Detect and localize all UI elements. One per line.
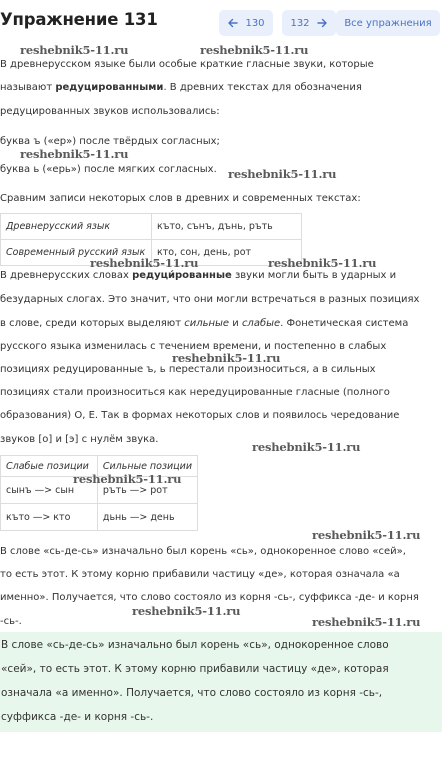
term-reduced: редуцированными — [55, 82, 164, 93]
para2-line-3-text: в слове, среди которых выделяют — [0, 318, 185, 329]
para2-line-3-and: и — [229, 318, 242, 329]
page-header — [0, 0, 442, 46]
next-exercise-label: 132 — [290, 17, 310, 29]
intro-line-1: В древнерусском языке были особые краткие гласные звуки, которые — [0, 59, 374, 70]
para3-line-1: В слове «сь-де-сь» изначально был корень «сь», однокоренное слово «сей», — [0, 546, 406, 557]
term-strong: сильные — [184, 318, 230, 329]
watermark: reshebnik5-11.ru — [172, 351, 281, 365]
answer-box — [0, 632, 442, 732]
para2-line-5: позициях редуцированные ъ, ь перестали произноситься, а в сильных — [0, 364, 376, 375]
para2-line-7: образования) О, Е. Так в формах некоторых слов и появилось чередование — [0, 410, 400, 421]
intro-line-2 — [0, 81, 442, 94]
table-cell-value: кто, сон, день, рот — [152, 240, 302, 266]
table-row — [1, 504, 198, 531]
compare-line: Сравним записи некоторых слов в древних и современных текстах: — [0, 193, 361, 204]
para3-line-2: то есть этот. К этому корню прибавили частицу «де», которая означала «а — [0, 569, 400, 580]
table-cell-weak: сынъ —> сын — [1, 477, 98, 504]
para2-line-2: безударных слогах. Это значит, что они могли встречаться в разных позициях — [0, 294, 420, 305]
table-cell-label: Древнерусский язык — [1, 214, 152, 240]
para2-line-8: звуков [о] и [э] с нулём звука. — [0, 434, 159, 445]
watermark: reshebnik5-11.ru — [268, 256, 377, 270]
para3-line-4: -сь-. — [0, 616, 22, 627]
letter-er-line: буква ъ («ер») после твёрдых согласных; — [0, 136, 220, 147]
watermark: reshebnik5-11.ru — [200, 43, 309, 57]
watermark: reshebnik5-11.ru — [132, 604, 241, 618]
page-title: Упражнение 131 — [0, 10, 158, 29]
para2-line-1-text: В древнерусских словах — [0, 270, 133, 281]
table-cell-strong: дьнь —> день — [97, 504, 197, 531]
prev-exercise-button[interactable] — [219, 10, 273, 36]
para2-line-1-end: звуки могли быть в ударных и — [231, 270, 397, 281]
intro-line-3: редуцированных звуков использовались: — [0, 106, 220, 117]
next-exercise-button[interactable] — [282, 10, 336, 36]
term-weak: слабые — [241, 318, 281, 329]
watermark: reshebnik5-11.ru — [90, 256, 199, 270]
intro-line-2-end: . В древних текстах для обозначения — [163, 82, 362, 93]
watermark: reshebnik5-11.ru — [20, 147, 129, 161]
para2-line-3 — [0, 317, 442, 330]
positions-table — [0, 455, 198, 531]
para3-line-3: именно». Получается, что слово состояло из корня -сь-, суффикса -де- и корня — [0, 592, 419, 603]
watermark: reshebnik5-11.ru — [312, 615, 421, 629]
all-exercises-button[interactable]: Все упражнения — [336, 10, 440, 36]
answer-line-3: означала «а именно». Получается, что слово состояло из корня -сь-, — [1, 687, 383, 699]
watermark: reshebnik5-11.ru — [228, 167, 337, 181]
term-reduced-accented: редуци́рованные — [132, 270, 232, 281]
intro-line-2-text: называют — [0, 82, 56, 93]
prev-exercise-label: 130 — [245, 17, 265, 29]
answer-line-4: суффикса -де- и корня -сь-. — [1, 711, 154, 723]
watermark: reshebnik5-11.ru — [312, 528, 421, 542]
watermark: reshebnik5-11.ru — [20, 43, 129, 57]
table-row — [1, 214, 302, 240]
watermark: reshebnik5-11.ru — [252, 440, 361, 454]
watermark: reshebnik5-11.ru — [73, 472, 182, 486]
table-cell-strong: ръть —> рот — [97, 477, 197, 504]
table-header-strong: Сильные позиции — [97, 456, 197, 477]
answer-line-1: В слове «сь-де-сь» изначально был корень «сь», однокоренное слово — [1, 639, 389, 651]
table-cell-label: Современный русский язык — [1, 240, 152, 266]
table-cell-weak: къто —> кто — [1, 504, 98, 531]
para2-line-1 — [0, 269, 442, 282]
arrow-left-icon — [227, 17, 239, 29]
table-cell-value: къто, сънъ, дънь, ръть — [152, 214, 302, 240]
answer-line-2: «сей», то есть этот. К этому корню прибавили частицу «де», которая — [1, 663, 389, 675]
table-header-weak: Слабые позиции — [1, 456, 98, 477]
letter-er-soft-line: буква ь («ерь») после мягких согласных. — [0, 164, 217, 175]
para2-line-6: позициях стали произноситься как нередуцированные гласные (полного — [0, 387, 390, 398]
para2-line-3-end: . Фонетическая система — [280, 318, 409, 329]
arrow-right-icon — [316, 17, 328, 29]
para2-line-4: русского языка изменилась с течением времени, и постепенно в слабых — [0, 341, 387, 352]
